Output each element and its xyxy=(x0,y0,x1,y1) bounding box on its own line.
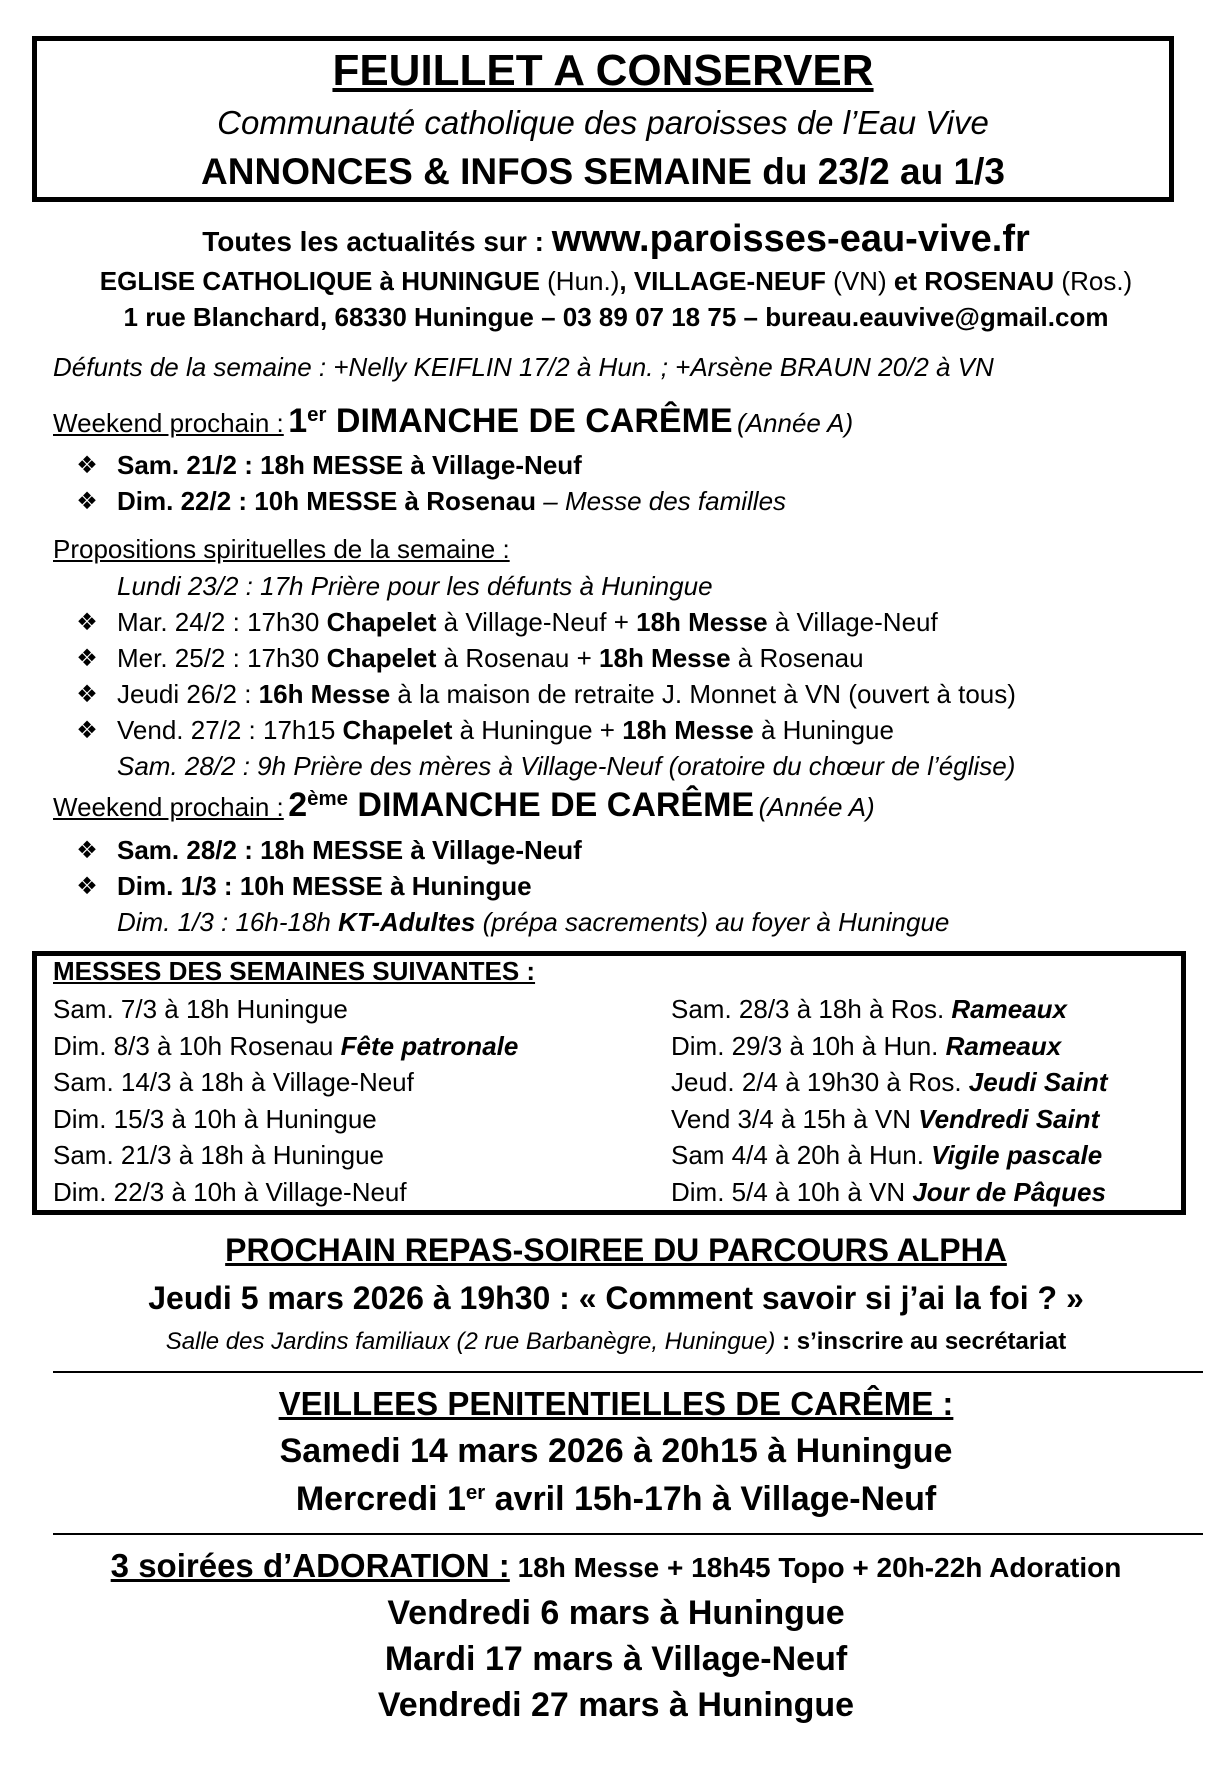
diamond-bullet-icon: ❖ xyxy=(76,873,98,900)
prop-vendredi: Vend. 27/2 : 17h15 Chapelet à Huningue + 18h Messe à Huningue xyxy=(117,715,894,745)
adoration-date: Vendredi 6 mars à Huningue xyxy=(387,1594,845,1632)
adoration-date: Mardi 17 mars à Village-Neuf xyxy=(384,1640,848,1678)
church-village-neuf: VILLAGE-NEUF xyxy=(633,266,826,296)
adoration-date: Vendredi 27 mars à Huningue xyxy=(377,1686,855,1724)
church-huningue: EGLISE CATHOLIQUE à HUNINGUE xyxy=(99,266,540,296)
diamond-bullet-icon: ❖ xyxy=(76,609,98,636)
prop-samedi: Sam. 28/2 : 9h Prière des mères à Village-Neuf (oratoire du chœur de l’église) xyxy=(117,751,1016,781)
news-prefix: Toutes les actualités sur : xyxy=(202,226,552,257)
messe-entry: Sam. 14/3 à 18h à Village-Neuf xyxy=(53,1067,414,1097)
weekend2-year: (Année A) xyxy=(758,792,875,822)
messes-left-column xyxy=(53,991,518,1210)
weekend2-item: Sam. 28/2 : 18h MESSE à Village-Neuf xyxy=(117,835,582,865)
community-subtitle: Communauté catholique des paroisses de l’Eau Vive xyxy=(217,104,989,141)
messe-entry: Sam. 21/3 à 18h à Huningue xyxy=(53,1140,385,1170)
website-link[interactable]: www.paroisses-eau-vive.fr xyxy=(551,218,1030,260)
prop-lundi: Lundi 23/2 : 17h Prière pour les défunts à Huningue xyxy=(117,571,713,601)
messe-entry: Vend 3/4 à 15h à VN Vendredi Saint xyxy=(671,1103,1100,1134)
diamond-bullet-icon: ❖ xyxy=(76,837,98,864)
weekend1-item: Sam. 21/2 : 18h MESSE à Village-Neuf xyxy=(117,450,582,480)
messe-entry: Sam. 7/3 à 18h Huningue xyxy=(53,994,348,1024)
defunts-line: Défunts de la semaine : +Nelly KEIFLIN 17/2 à Hun. ; +Arsène BRAUN 20/2 à VN xyxy=(53,352,994,382)
diamond-bullet-icon: ❖ xyxy=(76,681,98,708)
veillees-line1: Samedi 14 mars 2026 à 20h15 à Huningue xyxy=(279,1432,953,1470)
diamond-bullet-icon: ❖ xyxy=(76,645,98,672)
church-sep: et xyxy=(886,266,925,296)
church-village-neuf-abbr: (VN) xyxy=(825,266,887,296)
messe-entry: Dim. 29/3 à 10h à Hun. Rameaux xyxy=(671,1030,1062,1061)
diamond-bullet-icon: ❖ xyxy=(76,452,98,479)
weekend1-item: Dim. 22/2 : 10h MESSE à Rosenau – Messe des familles xyxy=(117,486,787,516)
messes-right-column xyxy=(671,991,1107,1210)
churches-line xyxy=(0,266,1232,297)
veillees-line2: Mercredi 1er avril 15h-17h à Village-Neuf xyxy=(295,1480,937,1518)
news-line xyxy=(0,218,1232,261)
diamond-bullet-icon: ❖ xyxy=(76,717,98,744)
weekend2-ordinal: 2ème DIMANCHE DE CARÊME xyxy=(288,786,755,824)
veillees-title: VEILLEES PENITENTIELLES DE CARÊME : xyxy=(278,1385,954,1422)
alpha-date: Jeudi 5 mars 2026 à 19h30 : « Comment savoir si j’ai la foi ? » xyxy=(148,1280,1084,1316)
weekend1-ordinal: 1er DIMANCHE DE CARÊME xyxy=(288,402,733,440)
address-line: 1 rue Blanchard, 68330 Huningue – 03 89 07 18 75 – bureau.eauvive@gmail.com xyxy=(123,302,1109,332)
church-huningue-abbr: (Hun.) xyxy=(539,266,620,296)
weekend2-label: Weekend prochain : xyxy=(53,792,284,822)
alpha-title: PROCHAIN REPAS-SOIREE DU PARCOURS ALPHA xyxy=(225,1232,1007,1268)
weekend2-kt: Dim. 1/3 : 16h-18h KT-Adultes (prépa sacrements) au foyer à Huningue xyxy=(117,907,950,937)
adoration-heading: 3 soirées d’ADORATION : 18h Messe + 18h45 Topo + 20h-22h Adoration xyxy=(110,1547,1122,1584)
messe-entry: Sam 4/4 à 20h à Hun. Vigile pascale xyxy=(671,1140,1103,1170)
diamond-bullet-icon: ❖ xyxy=(76,488,98,515)
page-title: FEUILLET A CONSERVER xyxy=(332,46,874,95)
weekend1-heading xyxy=(53,402,853,441)
divider xyxy=(53,1371,1203,1373)
church-sep: , xyxy=(619,266,634,296)
weekend2-item: Dim. 1/3 : 10h MESSE à Huningue xyxy=(117,871,532,901)
messe-entry: Dim. 22/3 à 10h à Village-Neuf xyxy=(53,1176,407,1207)
weekend2-heading xyxy=(53,786,875,825)
messe-entry: Sam. 28/3 à 18h à Ros. Rameaux xyxy=(671,994,1068,1024)
church-rosenau: ROSENAU xyxy=(924,266,1055,296)
prop-mardi: Mar. 24/2 : 17h30 Chapelet à Village-Neuf + 18h Messe à Village-Neuf xyxy=(117,607,938,637)
church-rosenau-abbr: (Ros.) xyxy=(1054,266,1133,296)
alpha-place-line: Salle des Jardins familiaux (2 rue Barbanègre, Huningue) : s’inscrire au secrétariat xyxy=(165,1328,1067,1355)
messe-entry: Jeud. 2/4 à 19h30 à Ros. Jeudi Saint xyxy=(671,1067,1108,1097)
prop-jeudi: Jeudi 26/2 : 16h Messe à la maison de retraite J. Monnet à VN (ouvert à tous) xyxy=(117,679,1016,709)
weekend1-year: (Année A) xyxy=(737,408,854,438)
week-heading: ANNONCES & INFOS SEMAINE du 23/2 au 1/3 xyxy=(201,151,1005,192)
divider xyxy=(53,1533,1203,1535)
messes-title: MESSES DES SEMAINES SUIVANTES : xyxy=(53,956,536,986)
propositions-label: Propositions spirituelles de la semaine : xyxy=(53,534,510,564)
messe-entry: Dim. 5/4 à 10h à VN Jour de Pâques xyxy=(671,1176,1106,1207)
prop-mercredi: Mer. 25/2 : 17h30 Chapelet à Rosenau + 18h Messe à Rosenau xyxy=(117,643,864,673)
messe-entry: Dim. 8/3 à 10h Rosenau Fête patronale xyxy=(53,1030,519,1061)
messe-entry: Dim. 15/3 à 10h à Huningue xyxy=(53,1103,377,1134)
weekend1-label: Weekend prochain : xyxy=(53,408,284,438)
